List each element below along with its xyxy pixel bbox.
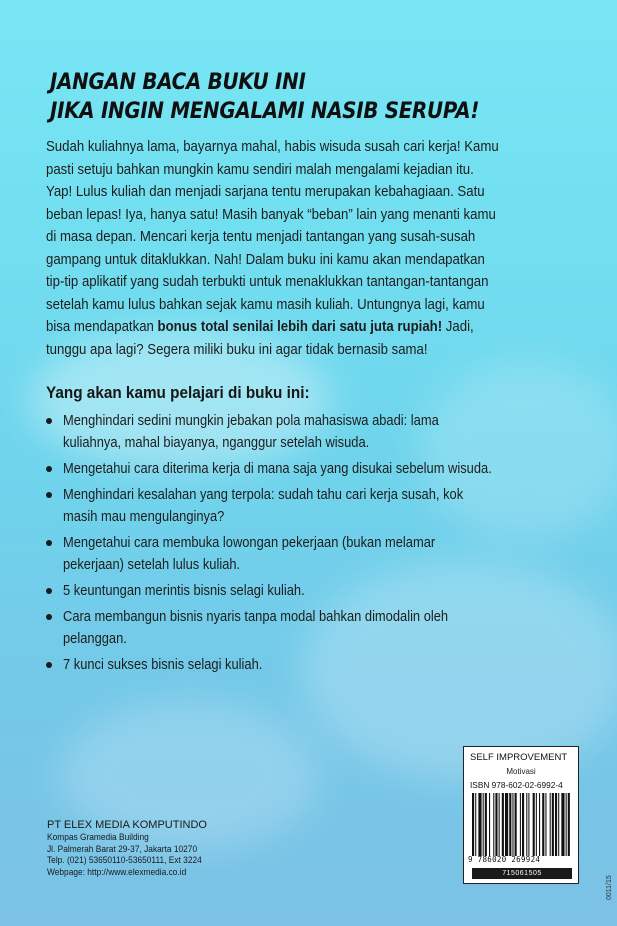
list-item-line: Cara membangun bisnis nyaris tanpa modal bahkan dimodalin oleh bbox=[63, 608, 449, 625]
barcode-bar bbox=[558, 793, 559, 856]
category-label: SELF IMPROVEMENT bbox=[470, 752, 568, 763]
description-paragraph bbox=[46, 136, 574, 361]
list-item bbox=[44, 410, 604, 454]
description-text: bisa mendapatkan bbox=[46, 318, 158, 335]
barcode-bar bbox=[561, 793, 564, 856]
list-item-line: Menghindari kesalahan yang terpola: sudah tahu cari kerja susah, kok bbox=[63, 486, 464, 503]
barcode-bar bbox=[505, 793, 508, 856]
description-line: tip-tip aplikatif yang sudah terbukti untuk menaklukkan tantangan-tantangan bbox=[46, 273, 489, 290]
list-item bbox=[44, 654, 604, 676]
publisher-phone: Telp. (021) 53650110-53650111, Ext 3224 bbox=[47, 855, 202, 866]
heading-line: JIKA INGIN MENGALAMI NASIB SERUPA! bbox=[50, 99, 480, 124]
list-item-text bbox=[63, 410, 545, 454]
barcode-bar bbox=[555, 793, 557, 856]
barcode-bar bbox=[475, 793, 476, 856]
publisher-info bbox=[47, 818, 327, 878]
list-item-line: Mengetahui cara diterima kerja di mana saja yang disukai sebelum wisuda. bbox=[63, 460, 492, 477]
barcode-bar bbox=[472, 793, 474, 856]
description-line bbox=[46, 316, 574, 339]
description-line: setelah kamu lulus bahkan sejak kamu masih kuliah. Untungnya lagi, kamu bbox=[46, 295, 485, 313]
barcode-bar bbox=[483, 793, 484, 856]
barcode-bar bbox=[515, 793, 517, 856]
barcode-bar bbox=[550, 793, 551, 856]
bonus-highlight: bonus total senilai lebih dari satu juta rupiah! bbox=[157, 318, 443, 335]
list-item-line: Mengetahui cara membuka lowongan pekerjaan (bukan melamar bbox=[63, 534, 436, 551]
list-item-text bbox=[63, 654, 545, 676]
barcode-bar bbox=[552, 793, 554, 856]
list-item-text bbox=[63, 458, 545, 480]
publisher-building: Kompas Gramedia Building bbox=[47, 832, 149, 843]
barcode-bar bbox=[512, 793, 513, 856]
barcode-icon bbox=[472, 793, 572, 856]
barcode-bar bbox=[493, 793, 494, 856]
bullet-icon bbox=[46, 540, 52, 546]
publisher-webpage: Webpage: http://www.elexmedia.co.id bbox=[47, 866, 187, 878]
description-line: tunggu apa lagi? Segera miliki buku ini agar tidak bernasib sama! bbox=[46, 340, 428, 358]
barcode-bar bbox=[485, 793, 487, 856]
barcode-bar bbox=[489, 793, 490, 856]
bullet-icon bbox=[46, 492, 52, 498]
learn-list bbox=[44, 410, 604, 680]
barcode-bar bbox=[545, 793, 546, 856]
barcode-bar bbox=[533, 793, 535, 856]
description-text: Jadi, bbox=[442, 318, 474, 335]
description-line: pasti setuju bahkan mungkin kamu sendiri malah mengalami kejadian itu. bbox=[46, 160, 474, 178]
list-item-line: 5 keuntungan merintis bisnis selagi kuliah. bbox=[63, 582, 305, 599]
list-item bbox=[44, 532, 604, 576]
barcode-bar bbox=[568, 793, 570, 856]
bullet-icon bbox=[46, 418, 52, 424]
list-item-line: pekerjaan) setelah lulus kuliah. bbox=[63, 556, 241, 573]
learn-heading: Yang akan kamu pelajari di buku ini: bbox=[46, 383, 310, 402]
cover-heading bbox=[50, 68, 536, 126]
barcode-bar bbox=[539, 793, 540, 856]
isbn-label bbox=[463, 746, 579, 884]
barcode-bar bbox=[542, 793, 544, 856]
description-line: gampang untuk ditaklukkan. Nah! Dalam buku ini kamu akan mendapatkan bbox=[46, 250, 485, 268]
side-code: 0011/15 bbox=[606, 875, 613, 900]
list-item-text bbox=[63, 606, 545, 650]
list-item-text bbox=[63, 580, 545, 602]
subcategory-label: Motivasi bbox=[506, 767, 536, 776]
publisher-name: PT ELEX MEDIA KOMPUTINDO bbox=[47, 819, 207, 831]
barcode-bar bbox=[536, 793, 537, 856]
list-item bbox=[44, 458, 604, 480]
description-line: di masa depan. Mencari kerja tentu menjadi tantangan yang susah-susah bbox=[46, 228, 476, 245]
list-item-text bbox=[63, 484, 545, 528]
barcode-bar bbox=[495, 793, 497, 856]
description-line: Sudah kuliahnya lama, bayarnya mahal, habis wisuda susah cari kerja! Kamu bbox=[46, 138, 499, 155]
list-item-line: pelanggan. bbox=[63, 630, 127, 647]
barcode-bar bbox=[566, 793, 567, 856]
barcode-bar bbox=[526, 793, 527, 856]
bullet-icon bbox=[46, 614, 52, 620]
description-line: beban lepas! Iya, hanya satu! Masih banyak “beban” lain yang menanti kamu bbox=[46, 205, 496, 223]
barcode-bar bbox=[528, 793, 529, 856]
list-item-line: 7 kunci sukses bisnis selagi kuliah. bbox=[63, 656, 263, 673]
description-line: Yap! Lulus kuliah dan menjadi sarjana tentu merupakan kebahagiaan. Satu bbox=[46, 183, 485, 200]
barcode-bar bbox=[478, 793, 481, 856]
barcode-bar bbox=[499, 793, 500, 856]
ean-number: 9 786020 269924 bbox=[468, 855, 541, 864]
barcode-bar bbox=[520, 793, 521, 856]
barcode-bar bbox=[502, 793, 504, 856]
heading-line: JANGAN BACA BUKU INI bbox=[50, 70, 306, 95]
list-item-line: kuliahnya, mahal biayanya, nganggur setelah wisuda. bbox=[63, 434, 370, 451]
publisher-address: Jl. Palmerah Barat 29-37, Jakarta 10270 bbox=[47, 843, 198, 855]
barcode-bar bbox=[509, 793, 511, 856]
bullet-icon bbox=[46, 588, 52, 594]
bullet-icon bbox=[46, 662, 52, 668]
list-item-line: masih mau mengulanginya? bbox=[63, 508, 225, 525]
list-item bbox=[44, 580, 604, 602]
list-item bbox=[44, 484, 604, 528]
list-item bbox=[44, 606, 604, 650]
bullet-icon bbox=[46, 466, 52, 472]
list-item-text bbox=[63, 532, 545, 576]
product-code: 715061505 bbox=[472, 868, 572, 879]
barcode-bar bbox=[522, 793, 524, 856]
isbn-number: ISBN 978-602-02-6992-4 bbox=[470, 780, 563, 790]
list-item-line: Menghindari sedini mungkin jebakan pola mahasiswa abadi: lama bbox=[63, 412, 439, 429]
